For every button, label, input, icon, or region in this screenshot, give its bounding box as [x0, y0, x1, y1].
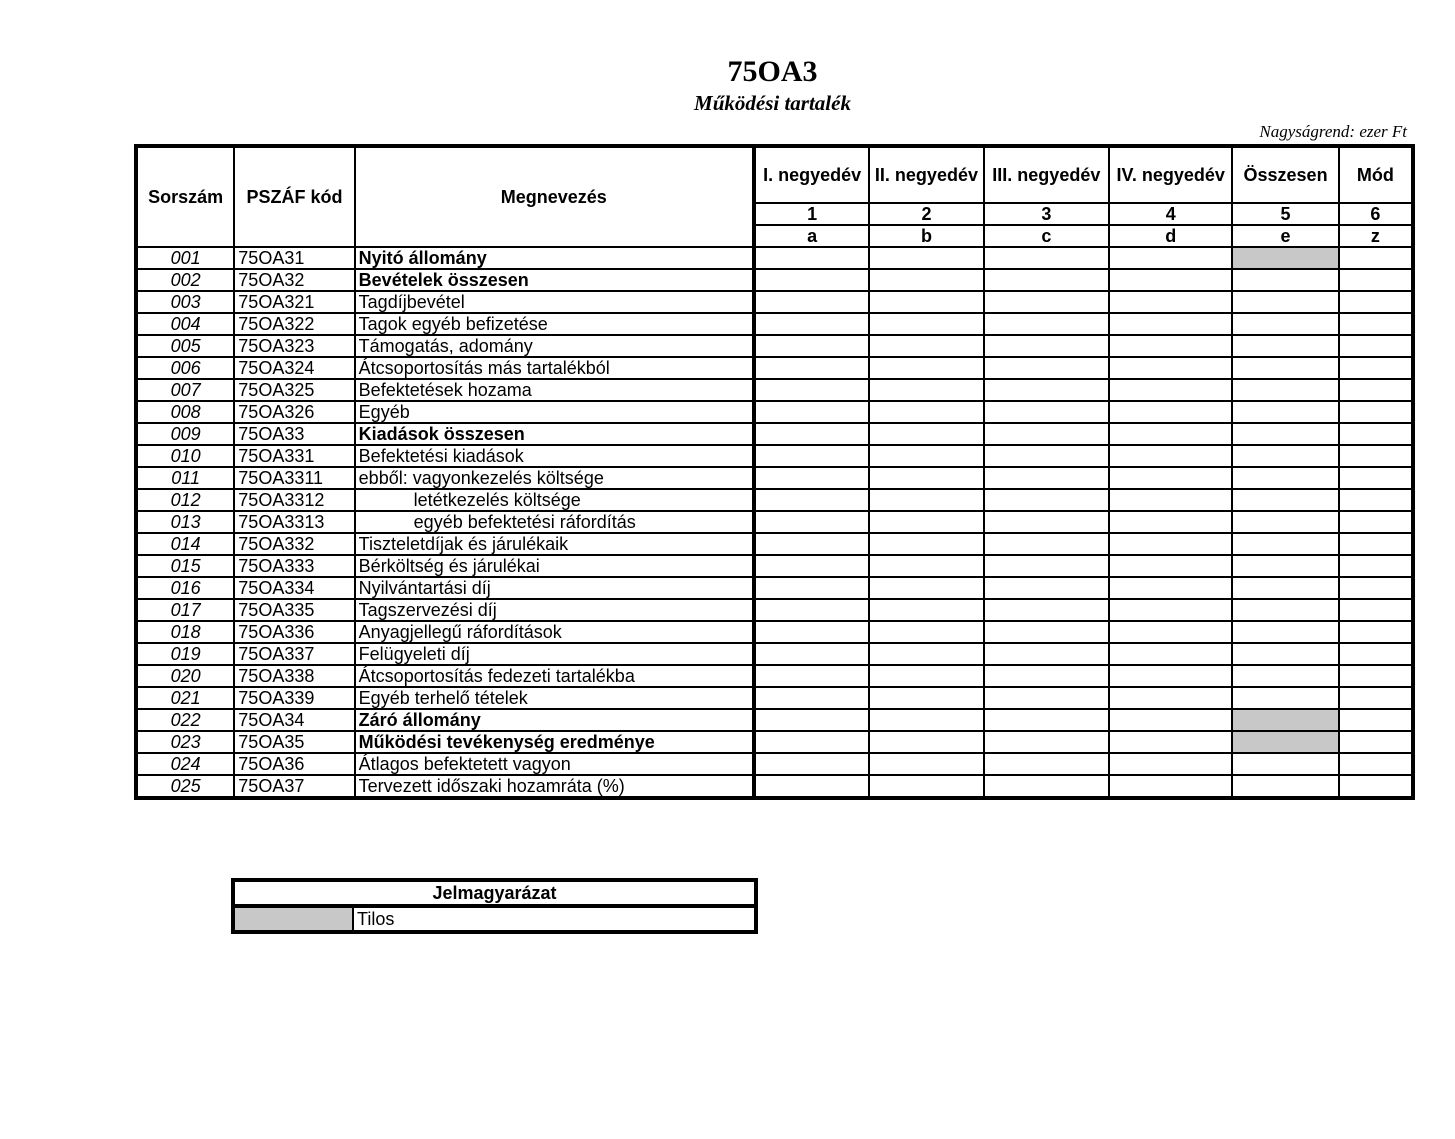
cell-q2[interactable]	[869, 247, 983, 269]
cell-q2[interactable]	[869, 357, 983, 379]
row-name: Egyéb	[355, 401, 754, 423]
cell-q4[interactable]	[1109, 291, 1232, 313]
cell-total[interactable]	[1232, 621, 1338, 643]
cell-mod[interactable]	[1339, 753, 1413, 775]
row-name: Tiszteletdíjak és járulékaik	[355, 533, 754, 555]
cell-q1[interactable]	[754, 753, 869, 775]
cell-q1[interactable]	[754, 555, 869, 577]
cell-q1[interactable]	[754, 379, 869, 401]
cell-q3[interactable]	[984, 423, 1109, 445]
col-number-1: 1	[754, 203, 869, 225]
cell-q1[interactable]	[754, 599, 869, 621]
cell-mod[interactable]	[1339, 423, 1413, 445]
cell-q2[interactable]	[869, 379, 983, 401]
cell-q2[interactable]	[869, 313, 983, 335]
table-row	[136, 511, 1413, 533]
row-name: egyéb befektetési ráfordítás	[355, 511, 754, 533]
legend-label-tilos: Tilos	[353, 906, 756, 932]
cell-q1[interactable]	[754, 643, 869, 665]
row-name: Kiadások összesen	[355, 423, 754, 445]
row-number: 009	[136, 423, 234, 445]
table-row	[136, 247, 1413, 269]
cell-q1[interactable]	[754, 709, 869, 731]
cell-mod[interactable]	[1339, 357, 1413, 379]
cell-q3[interactable]	[984, 445, 1109, 467]
cell-q2[interactable]	[869, 753, 983, 775]
col-letter-6: z	[1339, 225, 1413, 247]
cell-total	[1232, 247, 1338, 269]
table-row	[136, 423, 1413, 445]
row-name: letétkezelés költsége	[355, 489, 754, 511]
row-code: 75OA321	[234, 291, 354, 313]
cell-q3[interactable]	[984, 731, 1109, 753]
row-name: Működési tevékenység eredménye	[355, 731, 754, 753]
cell-mod[interactable]	[1339, 335, 1413, 357]
cell-q4[interactable]	[1109, 423, 1232, 445]
cell-q4[interactable]	[1109, 555, 1232, 577]
cell-q4[interactable]	[1109, 445, 1232, 467]
table-row	[136, 687, 1413, 709]
row-number: 001	[136, 247, 234, 269]
cell-q2[interactable]	[869, 423, 983, 445]
row-code: 75OA3312	[234, 489, 354, 511]
row-name: Bevételek összesen	[355, 269, 754, 291]
cell-q4[interactable]	[1109, 731, 1232, 753]
cell-q1[interactable]	[754, 247, 869, 269]
row-name: Felügyeleti díj	[355, 643, 754, 665]
cell-q3[interactable]	[984, 753, 1109, 775]
cell-q3[interactable]	[984, 335, 1109, 357]
cell-q1[interactable]	[754, 357, 869, 379]
row-name: Tagok egyéb befizetése	[355, 313, 754, 335]
cell-q4[interactable]	[1109, 709, 1232, 731]
row-number: 002	[136, 269, 234, 291]
col-header-q2: II. negyedév	[869, 146, 983, 203]
row-name: Befektetések hozama	[355, 379, 754, 401]
table-row	[136, 599, 1413, 621]
col-letter-2: b	[869, 225, 983, 247]
cell-q3[interactable]	[984, 511, 1109, 533]
cell-mod[interactable]	[1339, 533, 1413, 555]
table-row	[136, 335, 1413, 357]
table-row	[136, 643, 1413, 665]
col-number-6: 6	[1339, 203, 1413, 225]
cell-q3[interactable]	[984, 269, 1109, 291]
cell-q2[interactable]	[869, 599, 983, 621]
table-row	[136, 445, 1413, 467]
cell-q1[interactable]	[754, 577, 869, 599]
row-number: 018	[136, 621, 234, 643]
table-row	[136, 357, 1413, 379]
row-code: 75OA336	[234, 621, 354, 643]
cell-q3[interactable]	[984, 775, 1109, 798]
row-code: 75OA332	[234, 533, 354, 555]
cell-mod[interactable]	[1339, 731, 1413, 753]
col-number-4: 4	[1109, 203, 1232, 225]
table-row	[136, 489, 1413, 511]
cell-total[interactable]	[1232, 291, 1338, 313]
cell-mod[interactable]	[1339, 687, 1413, 709]
cell-total[interactable]	[1232, 511, 1338, 533]
form-code-title: 75OA3	[727, 55, 818, 88]
cell-mod[interactable]	[1339, 665, 1413, 687]
cell-q3[interactable]	[984, 577, 1109, 599]
row-name: Átlagos befektetett vagyon	[355, 753, 754, 775]
row-number: 023	[136, 731, 234, 753]
table-row	[136, 577, 1413, 599]
cell-q2[interactable]	[869, 335, 983, 357]
cell-total[interactable]	[1232, 489, 1338, 511]
cell-q4[interactable]	[1109, 621, 1232, 643]
cell-q1[interactable]	[754, 401, 869, 423]
cell-q3[interactable]	[984, 621, 1109, 643]
row-number: 019	[136, 643, 234, 665]
row-name: Tagszervezési díj	[355, 599, 754, 621]
row-number: 017	[136, 599, 234, 621]
cell-mod[interactable]	[1339, 577, 1413, 599]
row-code: 75OA331	[234, 445, 354, 467]
col-letter-4: d	[1109, 225, 1232, 247]
table-row	[136, 313, 1413, 335]
cell-q3[interactable]	[984, 687, 1109, 709]
cell-q1[interactable]	[754, 511, 869, 533]
cell-mod[interactable]	[1339, 379, 1413, 401]
row-number: 024	[136, 753, 234, 775]
cell-q2[interactable]	[869, 269, 983, 291]
cell-q3[interactable]	[984, 467, 1109, 489]
cell-q4[interactable]	[1109, 467, 1232, 489]
cell-mod[interactable]	[1339, 555, 1413, 577]
row-number: 006	[136, 357, 234, 379]
col-header-total: Összesen	[1232, 146, 1338, 203]
table-row	[136, 775, 1413, 798]
cell-q4[interactable]	[1109, 753, 1232, 775]
cell-total[interactable]	[1232, 401, 1338, 423]
row-number: 004	[136, 313, 234, 335]
cell-q2[interactable]	[869, 533, 983, 555]
row-code: 75OA322	[234, 313, 354, 335]
row-code: 75OA3311	[234, 467, 354, 489]
cell-total[interactable]	[1232, 687, 1338, 709]
row-code: 75OA3313	[234, 511, 354, 533]
cell-mod[interactable]	[1339, 467, 1413, 489]
cell-q2[interactable]	[869, 687, 983, 709]
cell-total[interactable]	[1232, 379, 1338, 401]
row-code: 75OA338	[234, 665, 354, 687]
cell-total	[1232, 731, 1338, 753]
cell-q4[interactable]	[1109, 247, 1232, 269]
cell-total[interactable]	[1232, 577, 1338, 599]
cell-q3[interactable]	[984, 599, 1109, 621]
cell-q1[interactable]	[754, 335, 869, 357]
cell-q2[interactable]	[869, 643, 983, 665]
row-name: Tagdíjbevétel	[355, 291, 754, 313]
col-header-sorszam: Sorszám	[136, 146, 234, 247]
legend-swatch-tilos	[233, 906, 353, 932]
row-number: 010	[136, 445, 234, 467]
row-name: Átcsoportosítás fedezeti tartalékba	[355, 665, 754, 687]
cell-q2[interactable]	[869, 467, 983, 489]
cell-total[interactable]	[1232, 599, 1338, 621]
cell-q2[interactable]	[869, 665, 983, 687]
cell-q1[interactable]	[754, 621, 869, 643]
cell-q4[interactable]	[1109, 401, 1232, 423]
row-number: 008	[136, 401, 234, 423]
cell-q1[interactable]	[754, 775, 869, 798]
row-number: 005	[136, 335, 234, 357]
cell-total[interactable]	[1232, 269, 1338, 291]
cell-q2[interactable]	[869, 489, 983, 511]
cell-mod[interactable]	[1339, 401, 1413, 423]
row-number: 014	[136, 533, 234, 555]
cell-q4[interactable]	[1109, 775, 1232, 798]
row-number: 007	[136, 379, 234, 401]
col-header-mod: Mód	[1339, 146, 1413, 203]
row-number: 012	[136, 489, 234, 511]
cell-q3[interactable]	[984, 555, 1109, 577]
cell-mod[interactable]	[1339, 269, 1413, 291]
row-code: 75OA337	[234, 643, 354, 665]
cell-q2[interactable]	[869, 775, 983, 798]
row-code: 75OA339	[234, 687, 354, 709]
row-code: 75OA325	[234, 379, 354, 401]
cell-q1[interactable]	[754, 313, 869, 335]
cell-q4[interactable]	[1109, 511, 1232, 533]
cell-q1[interactable]	[754, 291, 869, 313]
cell-q3[interactable]	[984, 665, 1109, 687]
cell-q3[interactable]	[984, 489, 1109, 511]
cell-q2[interactable]	[869, 577, 983, 599]
row-name: ebből: vagyonkezelés költsége	[355, 467, 754, 489]
cell-mod[interactable]	[1339, 599, 1413, 621]
cell-q2[interactable]	[869, 555, 983, 577]
row-code: 75OA31	[234, 247, 354, 269]
cell-q1[interactable]	[754, 423, 869, 445]
col-number-5: 5	[1232, 203, 1338, 225]
cell-q2[interactable]	[869, 401, 983, 423]
cell-total[interactable]	[1232, 335, 1338, 357]
cell-q1[interactable]	[754, 665, 869, 687]
cell-q1[interactable]	[754, 269, 869, 291]
legend-title: Jelmagyarázat	[233, 880, 756, 906]
unit-note: Nagyságrend: ezer Ft	[1259, 122, 1407, 141]
table-row	[136, 379, 1413, 401]
cell-mod[interactable]	[1339, 643, 1413, 665]
table-row	[136, 709, 1413, 731]
cell-q4[interactable]	[1109, 379, 1232, 401]
row-name: Bérköltség és járulékai	[355, 555, 754, 577]
cell-mod[interactable]	[1339, 445, 1413, 467]
cell-q4[interactable]	[1109, 313, 1232, 335]
table-row	[136, 533, 1413, 555]
row-code: 75OA35	[234, 731, 354, 753]
cell-q3[interactable]	[984, 291, 1109, 313]
col-header-q1: I. negyedév	[754, 146, 869, 203]
row-code: 75OA323	[234, 335, 354, 357]
row-code: 75OA32	[234, 269, 354, 291]
row-name: Záró állomány	[355, 709, 754, 731]
cell-q4[interactable]	[1109, 643, 1232, 665]
col-header-pszaf-kod: PSZÁF kód	[234, 146, 354, 247]
row-name: Befektetési kiadások	[355, 445, 754, 467]
row-number: 020	[136, 665, 234, 687]
cell-mod[interactable]	[1339, 709, 1413, 731]
cell-total[interactable]	[1232, 313, 1338, 335]
table-row	[136, 555, 1413, 577]
row-name: Átcsoportosítás más tartalékból	[355, 357, 754, 379]
cell-total[interactable]	[1232, 555, 1338, 577]
row-code: 75OA37	[234, 775, 354, 798]
table-row	[136, 401, 1413, 423]
cell-total[interactable]	[1232, 445, 1338, 467]
cell-q4[interactable]	[1109, 687, 1232, 709]
cell-q2[interactable]	[869, 511, 983, 533]
cell-q1[interactable]	[754, 445, 869, 467]
col-header-q3: III. negyedév	[984, 146, 1109, 203]
report-table	[134, 144, 1415, 800]
cell-q4[interactable]	[1109, 599, 1232, 621]
cell-q3[interactable]	[984, 247, 1109, 269]
cell-q4[interactable]	[1109, 665, 1232, 687]
cell-q3[interactable]	[984, 533, 1109, 555]
row-code: 75OA34	[234, 709, 354, 731]
cell-total[interactable]	[1232, 775, 1338, 798]
col-header-megnevezes: Megnevezés	[355, 146, 754, 247]
cell-mod[interactable]	[1339, 489, 1413, 511]
table-row	[136, 467, 1413, 489]
row-number: 025	[136, 775, 234, 798]
row-name: Támogatás, adomány	[355, 335, 754, 357]
col-number-2: 2	[869, 203, 983, 225]
row-number: 021	[136, 687, 234, 709]
row-code: 75OA36	[234, 753, 354, 775]
row-name: Nyitó állomány	[355, 247, 754, 269]
cell-q1[interactable]	[754, 731, 869, 753]
cell-q3[interactable]	[984, 357, 1109, 379]
cell-q1[interactable]	[754, 467, 869, 489]
cell-q2[interactable]	[869, 621, 983, 643]
form-subtitle: Működési tartalék	[694, 91, 851, 115]
row-name: Anyagjellegű ráfordítások	[355, 621, 754, 643]
row-code: 75OA326	[234, 401, 354, 423]
row-code: 75OA324	[234, 357, 354, 379]
cell-q4[interactable]	[1109, 533, 1232, 555]
cell-q1[interactable]	[754, 687, 869, 709]
col-header-q4: IV. negyedév	[1109, 146, 1232, 203]
cell-q4[interactable]	[1109, 269, 1232, 291]
cell-q3[interactable]	[984, 709, 1109, 731]
cell-mod[interactable]	[1339, 247, 1413, 269]
cell-mod[interactable]	[1339, 511, 1413, 533]
table-row	[136, 269, 1413, 291]
row-number: 022	[136, 709, 234, 731]
row-name: Nyilvántartási díj	[355, 577, 754, 599]
cell-total[interactable]	[1232, 665, 1338, 687]
cell-q4[interactable]	[1109, 489, 1232, 511]
cell-q2[interactable]	[869, 731, 983, 753]
row-number: 013	[136, 511, 234, 533]
row-number: 015	[136, 555, 234, 577]
col-number-3: 3	[984, 203, 1109, 225]
cell-q3[interactable]	[984, 643, 1109, 665]
cell-total[interactable]	[1232, 467, 1338, 489]
row-name: Tervezett időszaki hozamráta (%)	[355, 775, 754, 798]
cell-total[interactable]	[1232, 753, 1338, 775]
col-letter-3: c	[984, 225, 1109, 247]
cell-q1[interactable]	[754, 533, 869, 555]
cell-mod[interactable]	[1339, 621, 1413, 643]
cell-q2[interactable]	[869, 709, 983, 731]
row-number: 003	[136, 291, 234, 313]
cell-q4[interactable]	[1109, 335, 1232, 357]
table-row	[136, 291, 1413, 313]
cell-q3[interactable]	[984, 313, 1109, 335]
table-row	[136, 665, 1413, 687]
cell-q4[interactable]	[1109, 577, 1232, 599]
legend-table	[231, 878, 758, 934]
cell-q3[interactable]	[984, 401, 1109, 423]
cell-q3[interactable]	[984, 379, 1109, 401]
cell-mod[interactable]	[1339, 313, 1413, 335]
cell-q2[interactable]	[869, 445, 983, 467]
cell-total	[1232, 709, 1338, 731]
col-letter-5: e	[1232, 225, 1338, 247]
row-code: 75OA33	[234, 423, 354, 445]
cell-total[interactable]	[1232, 643, 1338, 665]
col-letter-1: a	[754, 225, 869, 247]
row-number: 016	[136, 577, 234, 599]
table-row	[136, 753, 1413, 775]
table-row	[136, 731, 1413, 753]
cell-mod[interactable]	[1339, 775, 1413, 798]
table-row	[136, 621, 1413, 643]
cell-q2[interactable]	[869, 291, 983, 313]
row-number: 011	[136, 467, 234, 489]
row-name: Egyéb terhelő tételek	[355, 687, 754, 709]
row-code: 75OA334	[234, 577, 354, 599]
cell-total[interactable]	[1232, 357, 1338, 379]
row-code: 75OA333	[234, 555, 354, 577]
cell-total[interactable]	[1232, 533, 1338, 555]
cell-total[interactable]	[1232, 423, 1338, 445]
cell-q4[interactable]	[1109, 357, 1232, 379]
cell-q1[interactable]	[754, 489, 869, 511]
row-code: 75OA335	[234, 599, 354, 621]
cell-mod[interactable]	[1339, 291, 1413, 313]
